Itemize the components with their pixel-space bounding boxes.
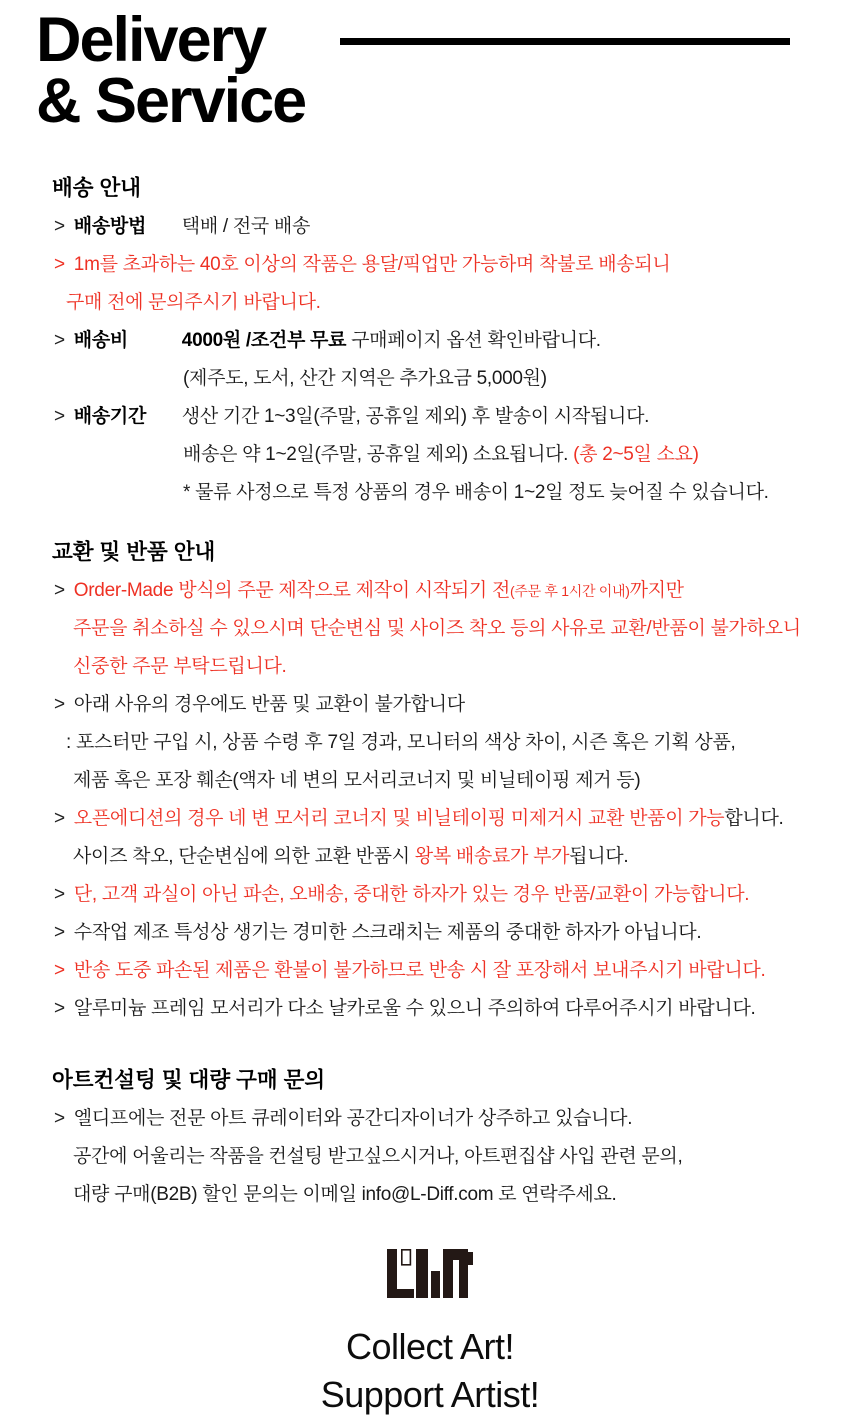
page-title [36,5,860,136]
text-segment: * 물류 사정으로 특정 상품의 경우 배송이 1~2일 정도 늦어질 수 있습니다. [183,482,769,503]
notice-line [52,208,860,246]
notice-line [52,724,860,762]
line-bullet: > [54,884,65,905]
text-segment: 사이즈 착오, 단순변심에 의한 교환 반품시 [73,846,415,867]
section-consulting-lines [52,1100,860,1214]
section-art-consulting [0,1066,860,1214]
logo-short-bar [431,1271,440,1298]
text-segment: 아래 사유의 경우에도 반품 및 교환이 불가합니다 [73,694,465,715]
section-exchange-lines [52,572,860,1028]
notice-line [52,1100,860,1138]
text-segment: 수작업 제조 특성상 생기는 경미한 스크래치는 제품의 중대한 하자가 아닙니다. [73,922,702,943]
line-bullet: > [54,330,65,351]
page-header [0,0,860,144]
notice-line [52,952,860,990]
notice-line [52,648,860,686]
text-segment: 됩니다. [569,846,629,867]
notice-line [52,914,860,952]
text-segment: 왕복 배송료가 부가 [414,846,570,867]
text-segment: 구매페이지 옵션 확인바랍니다. [351,330,601,351]
text-segment: : 포스터만 구입 시, 상품 수령 후 7일 경과, 모니터의 색상 차이, 시즌 혹은 기획 상품, [66,732,736,753]
text-segment: 4000원 /조건부 무료 [181,330,352,351]
text-segment: 엘디프에는 전문 아트 큐레이터와 공간디자이너가 상주하고 있습니다. [73,1108,633,1129]
title-divider-line [340,38,790,45]
notice-line [52,1176,860,1214]
text-segment: 제품 혹은 포장 훼손(액자 네 변의 모서리코너지 및 비닐테이핑 제거 등) [73,770,641,791]
section-exchange-return [0,538,860,1028]
text-segment: (주문 후 1시간 이내) [510,583,630,599]
page-footer [0,1248,860,1416]
line-bullet: > [54,1108,65,1129]
notice-line [52,322,860,360]
text-segment: 알루미늄 프레임 모서리가 다소 날카로울 수 있으니 주의하여 다루어주시기 바랍니다. [73,998,756,1019]
text-segment: 신중한 주문 부탁드립니다. [73,656,287,677]
text-segment: 오픈에디션의 경우 네 변 모서리 코너지 및 비닐테이핑 미제거시 교환 반품이 가능 [73,808,725,829]
notice-line [52,610,860,648]
text-segment: (제주도, 도서, 산간 지역은 추가요금 5,000원) [183,368,547,389]
page-title-line1: Delivery [36,5,266,75]
slogan [0,1323,860,1416]
line-bullet: > [54,808,65,829]
line-bullet: > [54,406,65,427]
line-label: 배송기간 [73,406,147,427]
notice-line [52,990,860,1028]
notice-line [52,436,860,474]
logo-tall-bar [416,1249,428,1298]
notice-line [52,398,860,436]
line-bullet: > [54,580,65,601]
text-segment: 주문을 취소하실 수 있으시며 단순변심 및 사이즈 착오 등의 사유로 교환/반품이 불가하오니 [73,618,801,639]
text-segment: 단, 고객 과실이 아닌 파손, 오배송, 중대한 하자가 있는 경우 반품/교환이 가능합니다. [73,884,750,905]
section-shipping-heading: 배송 안내 [52,176,142,200]
text-segment: 공간에 어울리는 작품을 컨설팅 받고싶으시거나, 아트편집샵 사입 관련 문의, [73,1146,683,1167]
notice-line [52,686,860,724]
section-shipping [0,174,860,512]
line-label: 배송비 [73,330,128,351]
text-segment: 합니다. [724,808,784,829]
notice-line [52,838,860,876]
line-bullet: > [54,216,65,237]
notice-line [52,762,860,800]
notice-line [52,572,860,610]
notice-line [52,876,860,914]
notice-line [52,284,860,322]
line-bullet: > [54,960,65,981]
line-bullet: > [54,694,65,715]
line-label: 배송방법 [73,216,147,237]
text-segment: 택배 / 전국 배송 [181,216,311,237]
text-segment: (총 2~5일 소요) [573,444,699,465]
text-segment: 1m를 초과하는 40호 이상의 작품은 용달/픽업만 가능하며 착불로 배송되니 [73,254,671,275]
notice-line [52,360,860,398]
section-exchange-heading: 교환 및 반품 안내 [52,540,216,564]
text-segment: Order-Made 방식의 주문 제작으로 제작이 시작되기 전 [73,580,511,601]
section-shipping-lines [52,208,860,512]
text-segment: 배송은 약 1~2일(주말, 공휴일 제외) 소요됩니다. [183,444,574,465]
logo-n-shape [443,1249,473,1298]
l-diff-logo [387,1248,473,1298]
section-consulting-heading: 아트컨설팅 및 대량 구매 문의 [52,1068,326,1092]
line-bullet: > [54,922,65,943]
text-segment: 반송 도중 파손된 제품은 환불이 불가하므로 반송 시 잘 포장해서 보내주시기 바랍니다. [73,960,766,981]
line-bullet: > [54,254,65,275]
line-bullet: > [54,998,65,1019]
logo-window-shape [402,1250,411,1265]
notice-line [52,474,860,512]
notice-line [52,1138,860,1176]
text-segment: 대량 구매(B2B) 할인 문의는 이메일 info@L-Diff.com 로 연락주세요. [73,1184,617,1205]
slogan-line1: Collect Art! [345,1326,515,1367]
notice-line [52,246,860,284]
page-title-line2: & Service [36,66,306,136]
text-segment: 구매 전에 문의주시기 바랍니다. [66,292,321,313]
slogan-line2: Support Artist! [320,1374,540,1415]
notice-line [52,800,860,838]
text-segment: 까지만 [629,580,684,601]
text-segment: 생산 기간 1~3일(주말, 공휴일 제외) 후 발송이 시작됩니다. [181,406,650,427]
